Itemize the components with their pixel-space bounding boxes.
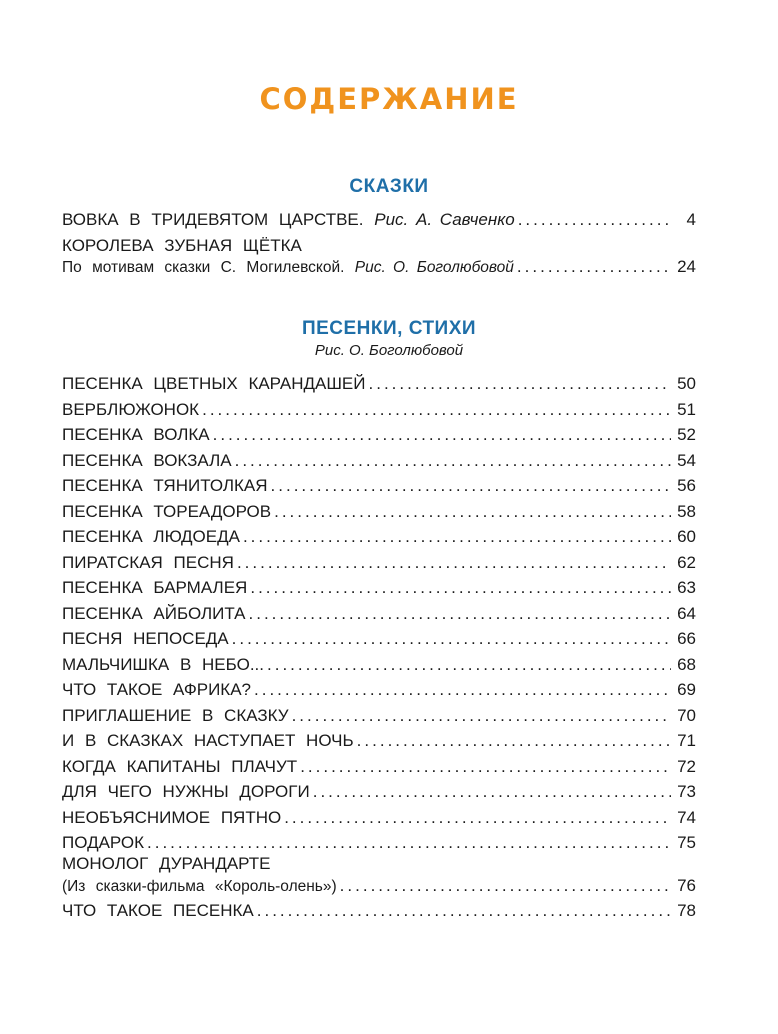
entry-title: ДЛЯ ЧЕГО НУЖНЫ ДОРОГИ bbox=[62, 782, 310, 801]
leader-dots bbox=[267, 654, 671, 676]
leader-dots bbox=[232, 628, 671, 650]
page-number: 56 bbox=[677, 476, 696, 495]
leader-dots bbox=[202, 399, 671, 421]
leader-dots bbox=[357, 730, 671, 752]
section-heading-songs: ПЕСЕНКИ, СТИХИ bbox=[301, 318, 477, 339]
toc-entry[interactable] bbox=[62, 705, 696, 727]
entry-title: ПЕСЕНКА ЛЮДОЕДА bbox=[62, 527, 240, 546]
leader-dots bbox=[147, 832, 671, 854]
toc-entry[interactable] bbox=[62, 628, 696, 650]
leader-dots bbox=[250, 577, 671, 599]
section-credit: Рис. О. Боголюбовой bbox=[314, 342, 464, 359]
page-number: 66 bbox=[677, 629, 696, 648]
page-number: 71 bbox=[677, 731, 696, 750]
leader-dots bbox=[340, 875, 671, 897]
page-number: 63 bbox=[677, 578, 696, 597]
page-number: 69 bbox=[677, 680, 696, 699]
entry-title: ПЕСЕНКА ВОКЗАЛА bbox=[62, 450, 232, 470]
leader-dots bbox=[292, 705, 671, 727]
leader-dots bbox=[237, 552, 671, 574]
toc-entry[interactable] bbox=[62, 577, 696, 599]
page-number: 70 bbox=[677, 705, 696, 725]
entry-title: ЧТО ТАКОЕ ПЕСЕНКА bbox=[62, 901, 254, 920]
toc-entry[interactable] bbox=[62, 730, 696, 752]
toc-entry[interactable] bbox=[62, 603, 696, 625]
page-title: СОДЕРЖАНИЕ bbox=[259, 82, 519, 116]
page-number: 64 bbox=[677, 603, 696, 623]
toc-entry-monolog-title[interactable]: МОНОЛОГ ДУРАНДАРТЕ bbox=[62, 854, 271, 873]
entry-title: НЕОБЪЯСНИМОЕ ПЯТНО bbox=[62, 807, 282, 827]
toc-entry[interactable] bbox=[62, 424, 696, 446]
page-number: 51 bbox=[677, 399, 696, 419]
leader-dots bbox=[274, 501, 671, 523]
entry-title: КОГДА КАПИТАНЫ ПЛАЧУТ bbox=[62, 756, 298, 776]
page-number: 75 bbox=[677, 833, 696, 852]
entry-title: ПЕСЕНКА ЦВЕТНЫХ КАРАНДАШЕЙ bbox=[62, 374, 366, 393]
toc-entry[interactable] bbox=[62, 475, 696, 497]
page-number: 76 bbox=[677, 876, 696, 895]
page-number: 72 bbox=[677, 756, 696, 776]
page-number: 52 bbox=[677, 425, 696, 444]
leader-dots bbox=[518, 209, 671, 231]
toc-entry-monolog[interactable] bbox=[62, 875, 696, 897]
toc-entry-koroleva[interactable] bbox=[62, 256, 696, 278]
entry-title: ВОВКА В ТРИДЕВЯТОМ ЦАРСТВЕ. Рис. А. Савченко bbox=[62, 210, 515, 229]
entry-title: МАЛЬЧИШКА В НЕБО... bbox=[62, 654, 264, 674]
entry-title: ВЕРБЛЮЖОНОК bbox=[62, 399, 200, 419]
toc-entry[interactable] bbox=[62, 526, 696, 548]
leader-dots bbox=[300, 756, 671, 778]
entry-title: ПЕСЕНКА БАРМАЛЕЯ bbox=[62, 578, 248, 597]
page-number: 50 bbox=[677, 374, 696, 393]
toc-entry[interactable] bbox=[62, 373, 696, 395]
toc-entry[interactable] bbox=[62, 450, 696, 472]
toc-entry-koroleva-title[interactable]: КОРОЛЕВА ЗУБНАЯ ЩЁТКА bbox=[62, 236, 302, 255]
toc-entry-vovka[interactable] bbox=[62, 209, 696, 231]
toc-entry[interactable] bbox=[62, 679, 696, 701]
leader-dots bbox=[369, 373, 672, 395]
entry-title: И В СКАЗКАХ НАСТУПАЕТ НОЧЬ bbox=[62, 731, 354, 750]
toc-entry[interactable] bbox=[62, 552, 696, 574]
toc-entry[interactable] bbox=[62, 654, 696, 676]
section-heading-tales: СКАЗКИ bbox=[349, 176, 429, 197]
page-number: 24 bbox=[677, 257, 696, 276]
page-number: 74 bbox=[677, 807, 696, 827]
illustrator-credit: Рис. А. Савченко bbox=[374, 210, 515, 229]
entry-title: ПИРАТСКАЯ ПЕСНЯ bbox=[62, 552, 234, 572]
leader-dots bbox=[213, 424, 671, 446]
entry-title: ПЕСЕНКА ТОРЕАДОРОВ bbox=[62, 501, 272, 521]
page-number: 60 bbox=[677, 527, 696, 546]
leader-dots bbox=[235, 450, 671, 472]
leader-dots bbox=[254, 679, 671, 701]
page-number: 54 bbox=[677, 450, 696, 470]
entry-title: ПЕСЕНКА ТЯНИТОЛКАЯ bbox=[62, 476, 268, 495]
page-number: 78 bbox=[677, 901, 696, 920]
leader-dots bbox=[257, 900, 671, 922]
page-number: 58 bbox=[677, 501, 696, 521]
toc-entry[interactable] bbox=[62, 832, 696, 854]
entry-title: ПОДАРОК bbox=[62, 833, 145, 852]
leader-dots bbox=[243, 526, 671, 548]
toc-entry[interactable] bbox=[62, 781, 696, 803]
toc-entry[interactable] bbox=[62, 501, 696, 523]
entry-title: ЧТО ТАКОЕ АФРИКА? bbox=[62, 680, 252, 699]
leader-dots bbox=[517, 256, 671, 278]
toc-entry[interactable] bbox=[62, 756, 696, 778]
page-number: 4 bbox=[686, 210, 696, 229]
page-number: 73 bbox=[677, 782, 696, 801]
toc-entry[interactable] bbox=[62, 807, 696, 829]
page-number: 68 bbox=[677, 654, 696, 674]
entry-title: ПЕСЕНКА АЙБОЛИТА bbox=[62, 603, 246, 623]
leader-dots bbox=[313, 781, 671, 803]
entry-title: ПЕСЕНКА ВОЛКА bbox=[62, 425, 210, 444]
leader-dots bbox=[284, 807, 671, 829]
entry-title: ПЕСНЯ НЕПОСЕДА bbox=[62, 629, 229, 648]
toc-entry-last[interactable] bbox=[62, 900, 696, 922]
leader-dots bbox=[249, 603, 671, 625]
entry-title: ПРИГЛАШЕНИЕ В СКАЗКУ bbox=[62, 705, 289, 725]
entry-subtitle: По мотивам сказки С. Могилевской. Рис. О. Боголюбовой bbox=[62, 259, 514, 276]
illustrator-credit: Рис. О. Боголюбовой bbox=[354, 259, 514, 276]
toc-entry[interactable] bbox=[62, 399, 696, 421]
page-number: 62 bbox=[677, 552, 696, 572]
entry-subtitle: (Из сказки-фильма «Король-олень») bbox=[62, 878, 337, 895]
leader-dots bbox=[271, 475, 671, 497]
